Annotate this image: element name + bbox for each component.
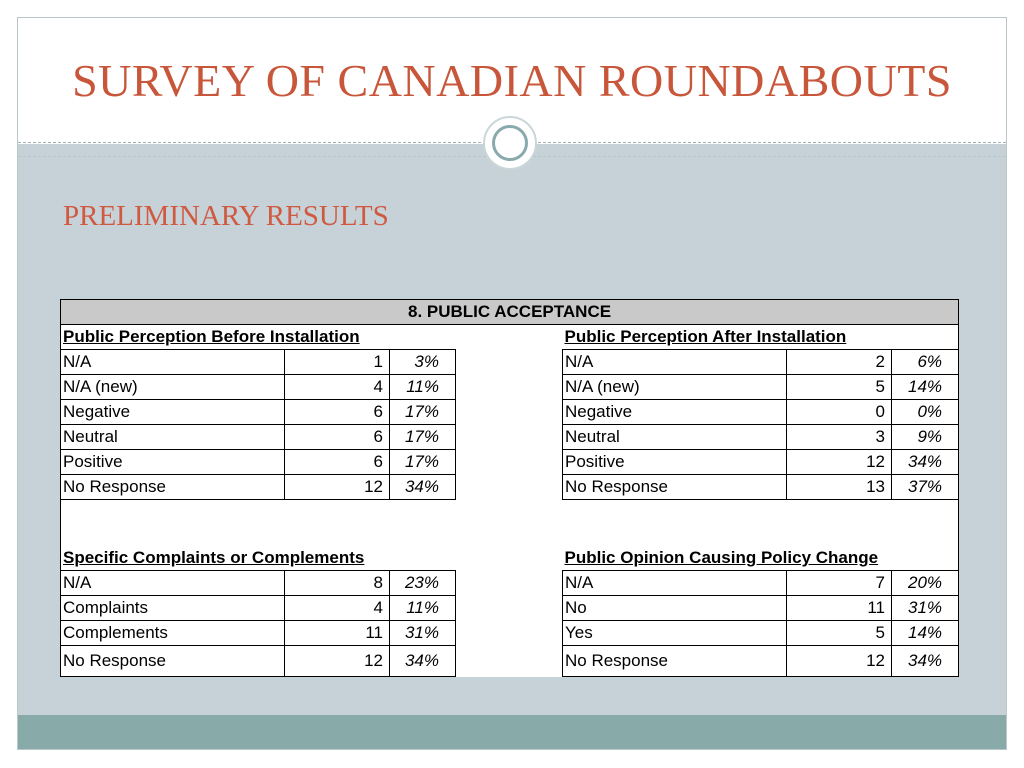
table-row bbox=[61, 400, 959, 425]
cell-label: N/A (new) bbox=[61, 375, 285, 400]
cell-count: 12 bbox=[285, 646, 390, 677]
cell-count: 7 bbox=[787, 571, 892, 596]
table-row bbox=[61, 646, 959, 677]
cell-pct: 17% bbox=[390, 400, 456, 425]
cell-pct: 0% bbox=[892, 400, 959, 425]
slide-title: SURVEY OF CANADIAN ROUNDABOUTS bbox=[72, 55, 952, 106]
cell-label: N/A (new) bbox=[563, 375, 787, 400]
cell-count: 1 bbox=[285, 350, 390, 375]
spacer-row bbox=[61, 500, 959, 547]
cell-pct: 17% bbox=[390, 450, 456, 475]
section-title: Public Perception After Installation bbox=[564, 327, 847, 346]
cell-count: 5 bbox=[787, 375, 892, 400]
cell-count: 2 bbox=[787, 350, 892, 375]
section-title: Public Perception Before Installation bbox=[63, 327, 360, 346]
cell-pct: 34% bbox=[892, 450, 959, 475]
cell-pct: 37% bbox=[892, 475, 959, 500]
cell-count: 5 bbox=[787, 621, 892, 646]
cell-count: 8 bbox=[285, 571, 390, 596]
cell-pct: 34% bbox=[892, 646, 959, 677]
cell-count: 4 bbox=[285, 596, 390, 621]
section-title: Public Opinion Causing Policy Change bbox=[564, 548, 879, 567]
cell-pct: 9% bbox=[892, 425, 959, 450]
cell-label: No bbox=[563, 596, 787, 621]
cell-count: 11 bbox=[285, 621, 390, 646]
slide bbox=[17, 17, 1007, 750]
cell-label: Neutral bbox=[61, 425, 285, 450]
circle-ornament-icon bbox=[483, 116, 537, 170]
cell-label: N/A bbox=[61, 350, 285, 375]
cell-label: Complements bbox=[61, 621, 285, 646]
section-head-row bbox=[61, 546, 959, 571]
cell-pct: 34% bbox=[390, 646, 456, 677]
cell-label: Positive bbox=[563, 450, 787, 475]
cell-label: Complaints bbox=[61, 596, 285, 621]
cell-pct: 20% bbox=[892, 571, 959, 596]
cell-label: N/A bbox=[61, 571, 285, 596]
footer-band bbox=[18, 715, 1006, 749]
cell-pct: 11% bbox=[390, 596, 456, 621]
cell-label: No Response bbox=[61, 475, 285, 500]
cell-count: 3 bbox=[787, 425, 892, 450]
cell-pct: 14% bbox=[892, 621, 959, 646]
slide-subtitle: PRELIMINARY RESULTS bbox=[63, 200, 389, 232]
table-row bbox=[61, 450, 959, 475]
cell-pct: 14% bbox=[892, 375, 959, 400]
cell-label: Yes bbox=[563, 621, 787, 646]
cell-label: Negative bbox=[61, 400, 285, 425]
public-acceptance-table bbox=[60, 299, 959, 677]
cell-label: No Response bbox=[563, 475, 787, 500]
cell-label: N/A bbox=[563, 350, 787, 375]
cell-count: 12 bbox=[787, 450, 892, 475]
table-header: 8. PUBLIC ACCEPTANCE bbox=[61, 300, 959, 325]
cell-count: 4 bbox=[285, 375, 390, 400]
circle-ornament-inner bbox=[492, 125, 528, 161]
cell-count: 11 bbox=[787, 596, 892, 621]
cell-count: 6 bbox=[285, 425, 390, 450]
cell-count: 6 bbox=[285, 450, 390, 475]
section-head-row bbox=[61, 325, 959, 350]
cell-pct: 3% bbox=[390, 350, 456, 375]
section-title: Specific Complaints or Complements bbox=[63, 548, 365, 567]
cell-pct: 11% bbox=[390, 375, 456, 400]
cell-pct: 23% bbox=[390, 571, 456, 596]
cell-label: No Response bbox=[61, 646, 285, 677]
table-header-row bbox=[61, 300, 959, 325]
table-row bbox=[61, 571, 959, 596]
cell-label: No Response bbox=[563, 646, 787, 677]
cell-pct: 6% bbox=[892, 350, 959, 375]
cell-pct: 31% bbox=[390, 621, 456, 646]
cell-count: 6 bbox=[285, 400, 390, 425]
cell-count: 12 bbox=[787, 646, 892, 677]
cell-label: Negative bbox=[563, 400, 787, 425]
table-row bbox=[61, 596, 959, 621]
cell-pct: 31% bbox=[892, 596, 959, 621]
cell-pct: 17% bbox=[390, 425, 456, 450]
table-row bbox=[61, 375, 959, 400]
table-row bbox=[61, 475, 959, 500]
table-row bbox=[61, 621, 959, 646]
cell-label: N/A bbox=[563, 571, 787, 596]
cell-count: 12 bbox=[285, 475, 390, 500]
cell-count: 13 bbox=[787, 475, 892, 500]
cell-label: Neutral bbox=[563, 425, 787, 450]
cell-pct: 34% bbox=[390, 475, 456, 500]
table-row bbox=[61, 350, 959, 375]
cell-count: 0 bbox=[787, 400, 892, 425]
cell-label: Positive bbox=[61, 450, 285, 475]
table-row bbox=[61, 425, 959, 450]
